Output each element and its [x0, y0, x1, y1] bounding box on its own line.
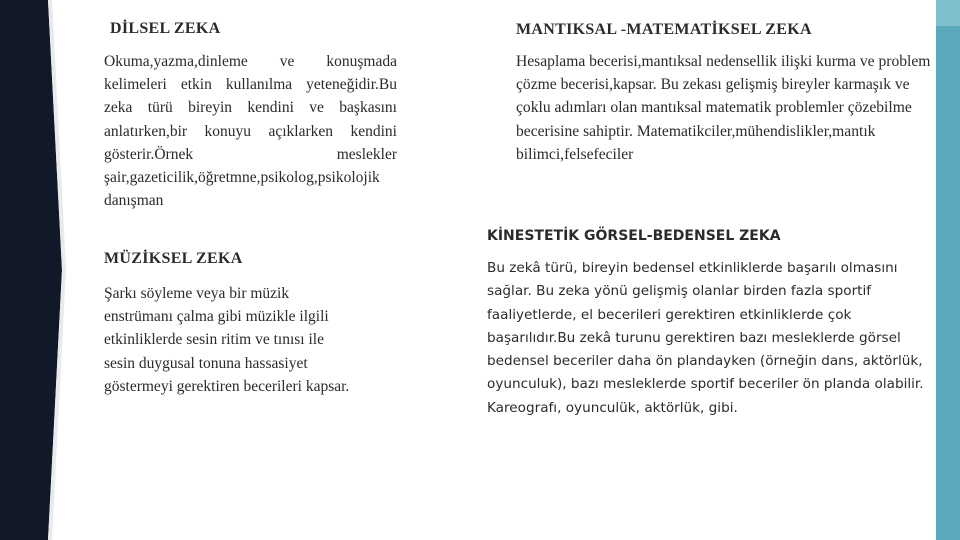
dilsel-zeka-title: DİLSEL ZEKA	[110, 20, 221, 37]
kinestetik-zeka-text: Bu zekâ türü, bireyin bedensel etkinliklerde başarılı olmasını sağlar. Bu zeka yönü gelişmiş olanlar birden fazla sportif faaliyetlerde, el becerileri gerektiren etkinliklerde çok başarılıdır.Bu zekâ turunu gerektiren bazı mesleklerde görsel bedensel beceriler daha ön plandayken (örneğin dans, aktörlük, oyunculuk), bazı mesleklerde sportif beceriler ön planda olabilir. Kareografı, oyunculük, aktörlük, gibi.	[487, 260, 924, 416]
kinestetik-zeka-title: KİNESTETİK GÖRSEL-BEDENSEL ZEKA	[487, 228, 781, 244]
right-accent-strip	[936, 0, 960, 540]
mantiksal-zeka-text: Hesaplama becerisi,mantıksal nedensellik ilişki kurma ve problem çözme becerisi,kapsar. Bu zekası gelişmiş bireyler karmaşık ve çoklu adımları olan mantıksal matematik problemler çözebilme becerisine sahiptir. Matematikciler,mühendislikler,mantık bilimci,felsefeciler	[516, 53, 931, 163]
dilsel-zeka-text: Okuma,yazma,dinleme ve konuşmada kelimeleri etkin kullanılma yeteneğidir.Bu zeka türü bireyin kendini ve başkasını anlatırken,bir konuyu açıklarken kendini gösterir.Örnek meslekler şair,gazeticilik,öğretmne,psikolog,psikolojik danışman	[104, 53, 397, 210]
right-accent-strip-top	[936, 0, 960, 26]
muziksel-zeka-title: MÜZİKSEL ZEKA	[104, 250, 243, 267]
muziksel-zeka-text: Şarkı söyleme veya bir müzik enstrümanı çalma gibi müzikle ilgili etkinliklerde sesin ritim ve tınısı ile sesin duygusal tonuna hassasiyet göstermeyi gerektiren becerileri kapsar.	[104, 285, 350, 395]
left-decorative-band	[0, 0, 80, 540]
mantiksal-zeka-title: MANTIKSAL -MATEMATİKSEL ZEKA	[516, 21, 812, 38]
